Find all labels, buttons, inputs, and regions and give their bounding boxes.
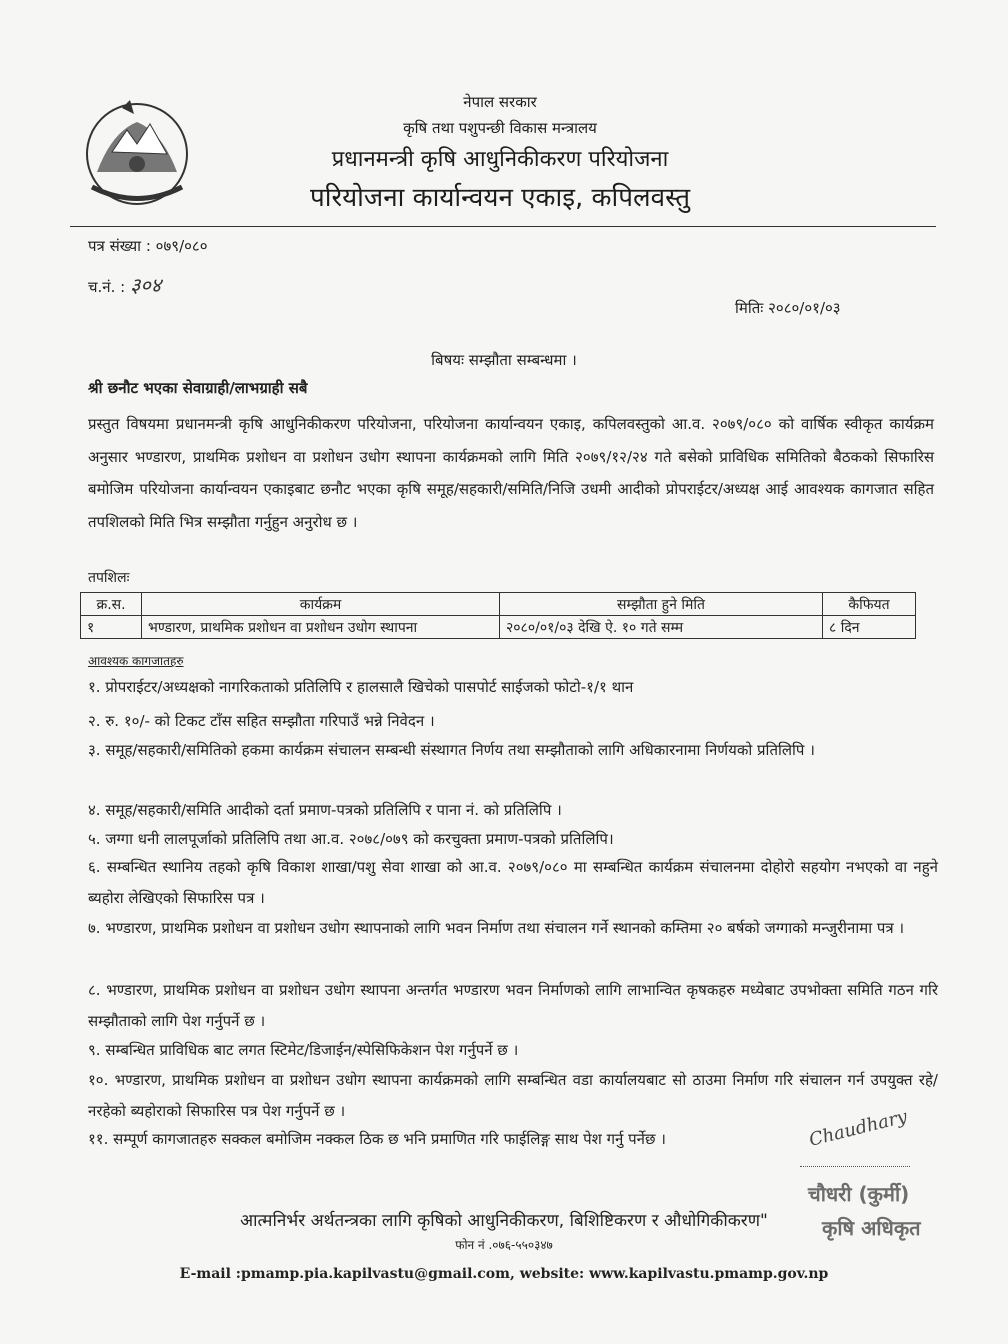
list-item: ८. भण्डारण, प्राथमिक प्रशोधन वा प्रशोधन उधोग स्थापना अन्तर्गत भण्डारण भवन निर्माणको लागि लाभान्वित कृषकहरु मध्येबाट उपभोक्ता समिति गठन गरि सम्झौताको लागि पेश गर्नुपर्ने छ । <box>88 981 938 1030</box>
letter-number-value: ०७९/०८० <box>155 237 208 255</box>
schedule-header-row <box>81 593 916 616</box>
header-project: प्रधानमन्त्री कृषि आधुनिकीकरण परियोजना <box>331 147 669 172</box>
header-ministry: कृषि तथा पशुपन्छी विकास मन्त्रालय <box>403 119 597 137</box>
list-item: ५. जग्गा धनी लालपूर्जाको प्रतिलिपि तथा आ.व. २०७८/०७९ को करचुक्ता प्रमाण-पत्रको प्रतिलिपि। <box>88 830 614 848</box>
cell-agreement-date: २०८०/०१/०३ देखि ऐ. १० गते सम्म <box>500 616 823 639</box>
cell-program: भण्डारण, प्राथमिक प्रशोधन वा प्रशोधन उधोग स्थापना <box>142 616 500 639</box>
letter-date: मितिः २०८०/०१/०३ <box>735 299 841 317</box>
list-item: ६. सम्बन्धित स्थानिय तहको कृषि विकाश शाखा/पशु सेवा शाखा को आ.व. २०७९/०८० मा सम्बन्धित कार्यक्रम संचालनमा दोहोरो सहयोग नभएको वा नहुने ब्यहोरा लेखिएको सिफारिस पत्र । <box>88 858 938 907</box>
header-government: नेपाल सरकार <box>463 93 537 111</box>
footer-slogan: आत्मनिर्भर अर्थतन्त्रका लागि कृषिको आधुनिकीकरण, बिशिष्टिकरण र औधोगिकीकरण" <box>240 1211 768 1231</box>
list-item: ९. सम्बन्धित प्राविधिक बाट लगत स्टिमेट/डिजाईन/स्पेसिफिकेशन पेश गर्नुपर्ने छ । <box>88 1041 519 1059</box>
cell-remarks: ८ दिन <box>823 616 916 639</box>
dispatch-number-label: च.नं. : <box>88 278 126 296</box>
list-item: ११. सम्पूर्ण कागजातहरु सक्कल बमोजिम नक्कल ठिक छ भनि प्रमाणित गरि फाईलिङ्ग साथ पेश गर्नु पर्नेछ । <box>88 1130 666 1148</box>
col-remarks: कैफियत <box>823 593 916 616</box>
list-item: १०. भण्डारण, प्राथमिक प्रशोधन वा प्रशोधन उधोग स्थापना कार्यक्रमको लागि सम्बन्धित वडा कार्यालयबाट सो ठाउमा निर्माण गरि संचालन गर्न उपयुक्त रहे/नरहेको ब्यहोराको सिफारिस पत्र पेश गर्नुपर्ने छ । <box>88 1071 938 1120</box>
col-serial: क्र.स. <box>81 593 142 616</box>
cell-serial: १ <box>81 616 142 639</box>
letter-number-label: पत्र संख्या : <box>88 237 151 255</box>
col-program: कार्यक्रम <box>142 593 500 616</box>
footer-contact: E-mail :pmamp.pia.kapilvastu@gmail.com, website: www.kapilvastu.pmamp.gov.np <box>179 1266 829 1282</box>
header-office: परियोजना कार्यान्वयन एकाइ, कपिलवस्तु <box>309 183 691 213</box>
list-item: २. रु. १०/- को टिकट टाँस सहित सम्झौता गरिपाउँ भन्ने निवेदन । <box>88 712 435 730</box>
list-item: ३. समूह/सहकारी/समितिको हकमा कार्यक्रम संचालन सम्बन्धी संस्थागत निर्णय तथा सम्झौताको लागि अधिकारनामा निर्णयको प्रतिलिपि । <box>88 741 815 759</box>
documents-heading: आवश्यक कागजातहरु <box>88 654 184 668</box>
letter-number <box>88 236 208 256</box>
schedule-label: तपशिलः <box>88 570 130 586</box>
subject-line: बिषयः सम्झौता सम्बन्धमा । <box>431 351 577 369</box>
officer-title-stamp: कृषि अधिकृत <box>822 1216 921 1240</box>
nepal-government-emblem <box>72 92 202 212</box>
list-item: ७. भण्डारण, प्राथमिक प्रशोधन वा प्रशोधन उधोग स्थापनाको लागि भवन निर्माण तथा संचालन गर्ने स्थानको कम्तिमा २० बर्षको जग्गाको मन्जुरीनामा पत्र । <box>88 919 905 937</box>
footer-phone: फोन नं .०७६-५५०३४७ <box>455 1238 553 1252</box>
table-row <box>81 616 916 639</box>
body-paragraph: प्रस्तुत विषयमा प्रधानमन्त्री कृषि आधुनिकीकरण परियोजना, परियोजना कार्यान्वयन एकाइ, कपिलवस्तुको आ.व. २०७९/०८० को वार्षिक स्वीकृत कार्यक्रम अनुसार भण्डारण, प्राथमिक प्रशोधन वा प्रशोधन उधोग स्थापना कार्यक्रमको लागि मिति २०७९/१२/२४ गते बसेको प्राविधिक समितिको बैठकको सिफारिस बमोजिम परियोजना कार्यान्वयन एकाइबाट छनौट भएका कृषि समूह/सहकारी/समिति/निजि उधमी आदीको प्रोपराईटर/अध्यक्ष आई आवश्यक कागजात सहित तपशिलको मिति भित्र सम्झौता गर्नुहुन अनुरोध छ । <box>88 415 934 531</box>
header-divider <box>70 226 936 227</box>
col-agreement-date: सम्झौता हुने मिति <box>500 593 823 616</box>
signature-line <box>800 1166 910 1167</box>
list-item: ४. समूह/सहकारी/समिति आदीको दर्ता प्रमाण-पत्रको प्रतिलिपि र पाना नं. को प्रतिलिपि । <box>88 801 562 819</box>
dispatch-number-value: ३०४ <box>130 273 162 297</box>
schedule-table <box>80 592 916 639</box>
signature-scribble: Chaudhary <box>806 1106 910 1151</box>
officer-name-stamp: चौधरी (कुर्मी) <box>808 1182 910 1206</box>
dispatch-number <box>88 271 161 298</box>
addressee: श्री छनौट भएका सेवाग्राही/लाभग्राही सबै <box>88 379 308 397</box>
list-item: १. प्रोपराईटर/अध्यक्षको नागरिकताको प्रतिलिपि र हालसालै खिचेको पासपोर्ट साईजको फोटो-१/१ थान <box>88 678 634 696</box>
